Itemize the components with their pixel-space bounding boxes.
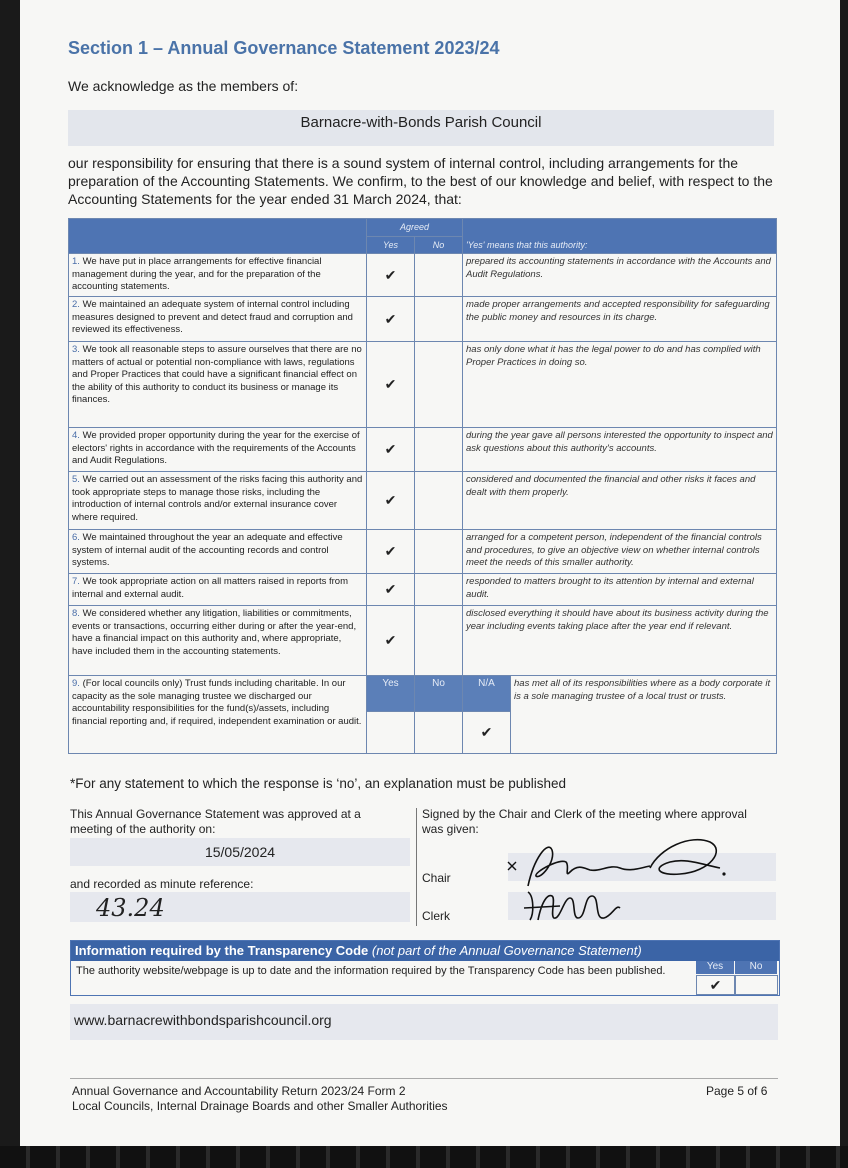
statement-row-9 <box>69 676 777 712</box>
statement-meaning: during the year gave all persons interested the opportunity to inspect and ask questions about this authority's accounts. <box>463 428 777 472</box>
trust-na-header: N/A <box>463 676 511 712</box>
statement-row <box>69 530 777 574</box>
column-divider <box>416 808 417 926</box>
statement-number: 6. <box>72 532 80 543</box>
recorded-text: and recorded as minute reference: <box>70 877 254 891</box>
footer-rule <box>70 1078 778 1079</box>
governance-table <box>68 218 777 754</box>
trust-na-checkbox[interactable]: ✔ <box>463 712 511 754</box>
footnote: *For any statement to which the response is ‘no’, an explanation must be published <box>70 776 567 791</box>
intro-text: We acknowledge as the members of: <box>68 78 299 94</box>
transparency-title <box>75 943 642 958</box>
yes-checkbox[interactable]: ✔ <box>367 254 415 297</box>
statement-number: 8. <box>72 608 80 619</box>
transparency-statement: The authority website/webpage is up to date and the information required by the Transparency Code has been published. <box>76 965 666 977</box>
statement-row <box>69 606 777 676</box>
clerk-label: Clerk <box>422 909 451 923</box>
website-address: www.barnacrewithbondsparishcouncil.org <box>74 1012 332 1028</box>
trust-yes-header: Yes <box>367 676 415 712</box>
header-no: No <box>415 236 463 254</box>
statement-meaning: considered and documented the financial and other risks it faces and dealt with them properly. <box>463 472 777 530</box>
statement-number: 1. <box>72 256 80 267</box>
section-title: Section 1 – Annual Governance Statement 2023/24 <box>68 38 500 58</box>
scanner-edge <box>0 1146 848 1168</box>
statement-row <box>69 574 777 606</box>
statement-text: We maintained an adequate system of internal control including measures designed to prevent and detect fraud and corruption and reviewed its effectiveness. <box>72 299 353 335</box>
yes-checkbox[interactable]: ✔ <box>367 297 415 342</box>
trust-no-checkbox[interactable] <box>415 712 463 754</box>
yes-checkbox[interactable]: ✔ <box>367 428 415 472</box>
statement-row <box>69 254 777 297</box>
transparency-title-main: Information required by the Transparency Code <box>75 943 369 958</box>
yes-checkbox[interactable]: ✔ <box>367 606 415 676</box>
statement-text: We took appropriate action on all matters raised in reports from internal and external audit. <box>72 576 348 600</box>
chair-label: Chair <box>422 871 451 885</box>
transparency-no-checkbox[interactable] <box>735 975 778 995</box>
statement-meaning: prepared its accounting statements in accordance with the Accounts and Audit Regulations. <box>463 254 777 297</box>
footer-form-name: Annual Governance and Accountability Return 2023/24 Form 2 <box>72 1084 406 1098</box>
minute-reference: 43.24 <box>96 894 165 922</box>
statement-text: We maintained throughout the year an adequate and effective system of internal audit of the accounting records and control systems. <box>72 532 343 568</box>
statement-text: (For local councils only) Trust funds including charitable. In our capacity as the sole managing trustee we discharged our accountability responsibilities for the fund(s)/assets, including financial reporting and, if required, independent examination or audit. <box>72 678 362 727</box>
statement-text: We carried out an assessment of the risks facing this authority and took appropriate steps to manage those risks, including the introduction of internal controls and/or external insurance cover where required. <box>72 474 363 523</box>
no-checkbox[interactable] <box>415 297 463 342</box>
statement-text: We considered whether any litigation, liabilities or commitments, events or transactions, occurring either during or after the year-end, have a financial impact on this authority and, where appropriate, have included them in the accounting statements. <box>72 608 357 657</box>
statement-meaning: disclosed everything it should have about its business activity during the year including events taking place after the year end if relevant. <box>463 606 777 676</box>
no-checkbox[interactable] <box>415 530 463 574</box>
no-checkbox[interactable] <box>415 254 463 297</box>
header-means: 'Yes' means that this authority: <box>463 219 777 254</box>
statement-row <box>69 428 777 472</box>
statement-meaning: made proper arrangements and accepted responsibility for safeguarding the public money and resources in its charge. <box>463 297 777 342</box>
statement-number: 3. <box>72 344 80 355</box>
approved-text: This Annual Governance Statement was approved at a meeting of the authority on: <box>70 807 361 836</box>
statement-meaning: arranged for a competent person, independent of the financial controls and procedures, to give an objective view on whether internal controls meet the needs of this smaller authority. <box>463 530 777 574</box>
no-checkbox[interactable] <box>415 342 463 428</box>
yes-checkbox[interactable]: ✔ <box>367 530 415 574</box>
no-checkbox[interactable] <box>415 574 463 606</box>
statement-row <box>69 297 777 342</box>
statement-number: 5. <box>72 474 80 485</box>
transparency-yes-header: Yes <box>696 961 734 974</box>
statement-meaning: responded to matters brought to its attention by internal and external audit. <box>463 574 777 606</box>
clerk-signature <box>520 886 630 926</box>
statement-meaning: has met all of its responsibilities where as a body corporate it is a sole managing trustee of a local trust or trusts. <box>511 676 777 754</box>
trust-yes-checkbox[interactable] <box>367 712 415 754</box>
footer-authorities: Local Councils, Internal Drainage Boards and other Smaller Authorities <box>72 1099 448 1113</box>
transparency-yes-checkbox[interactable]: ✔ <box>696 975 735 995</box>
statement-number: 2. <box>72 299 80 310</box>
statement-number: 4. <box>72 430 80 441</box>
no-checkbox[interactable] <box>415 606 463 676</box>
header-blank <box>69 219 367 254</box>
chair-signature <box>500 828 740 890</box>
header-yes: Yes <box>367 236 415 254</box>
yes-checkbox[interactable]: ✔ <box>367 574 415 606</box>
statement-text: We provided proper opportunity during the year for the exercise of electors' rights in accordance with the requirements of the Accounts and Audit Regulations. <box>72 430 360 466</box>
statement-text: We have put in place arrangements for effective financial management during the year, and for the preparation of the accounting statements. <box>72 256 322 292</box>
no-checkbox[interactable] <box>415 472 463 530</box>
transparency-no-header: No <box>735 961 777 974</box>
signed-text: Signed by the Chair and Clerk of the meeting where approval was given: <box>422 807 747 836</box>
yes-checkbox[interactable]: ✔ <box>367 342 415 428</box>
header-agreed: Agreed <box>367 219 463 237</box>
trust-no-header: No <box>415 676 463 712</box>
no-checkbox[interactable] <box>415 428 463 472</box>
statement-meaning: has only done what it has the legal power to do and has complied with Proper Practices in doing so. <box>463 342 777 428</box>
statement-number: 9. <box>72 678 80 689</box>
statement-row <box>69 342 777 428</box>
meeting-date: 15/05/2024 <box>204 844 276 860</box>
council-name: Barnacre-with-Bonds Parish Council <box>300 114 542 131</box>
statement-row <box>69 472 777 530</box>
transparency-title-note: (not part of the Annual Governance Statement) <box>368 943 642 958</box>
statement-number: 7. <box>72 576 80 587</box>
yes-checkbox[interactable]: ✔ <box>367 472 415 530</box>
statement-text: We took all reasonable steps to assure ourselves that there are no matters of actual or potential non-compliance with laws, regulations and Proper Practices that could have a significant financial effect on the ability of this authority to conduct its business or manage its finances. <box>72 344 362 405</box>
page-number: Page 5 of 6 <box>706 1084 768 1098</box>
responsibility-paragraph: our responsibility for ensuring that there is a sound system of internal control, including arrangements for the preparation of the Accounting Statements. We confirm, to the best of our knowledge and belief, with respect to the Accounting Statements for the year ended 31 March 2024, that: <box>68 155 773 207</box>
